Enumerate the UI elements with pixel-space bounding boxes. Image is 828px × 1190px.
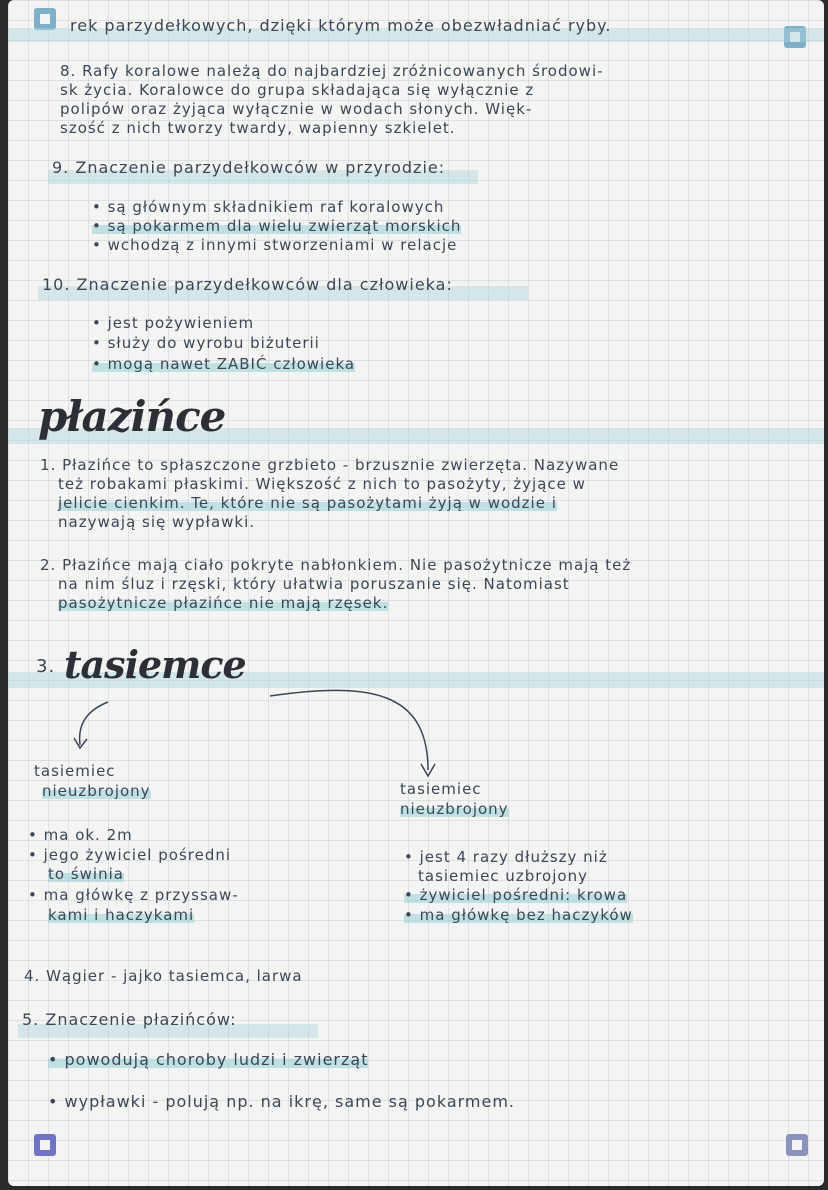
bullet-item: • są głównym składnikiem raf koralowych (92, 198, 445, 216)
bullet-item: • ma główkę z przyssaw- (28, 886, 239, 904)
text-line: szość z nich tworzy twardy, wapienny szkielet. (60, 119, 456, 137)
text-line: polipów oraz żyjąca wyłącznie w wodach słonych. Więk- (60, 100, 533, 118)
section-heading: 10. Znaczenie parzydełkowców dla człowieka: (42, 275, 453, 294)
section-heading: 5. Znaczenie płazińców: (22, 1010, 237, 1029)
text-line: 8. Rafy koralowe należą do najbardziej zróżnicowanych środowi- (60, 62, 604, 80)
text-line: pasożytnicze płazińce nie mają rzęsek. (58, 594, 389, 612)
column-title: nieuzbrojony (42, 782, 151, 800)
section-heading: 9. Znaczenie parzydełkowców w przyrodzie: (52, 158, 446, 177)
text-line: sk życia. Koralowce do grupa składająca się wyłącznie z (60, 81, 535, 99)
corner-decoration-icon (786, 1134, 808, 1156)
bullet-item: • wchodzą z innymi stworzeniami w relacje (92, 236, 458, 254)
bullet-item: • wypławki - polują np. na ikrę, same są pokarmem. (48, 1092, 516, 1111)
branch-arrows (8, 0, 824, 800)
bullet-item: to świnia (48, 865, 124, 883)
text-line: rek parzydełkowych, dzięki którym może obezwładniać ryby. (70, 16, 612, 35)
text-line: też robakami płaskimi. Większość z nich to pasożyty, żyjące w (58, 475, 586, 493)
corner-decoration-icon (34, 1134, 56, 1156)
bullet-item: • ma ok. 2m (28, 826, 133, 844)
text-line: 2. Płazińce mają ciało pokryte nabłonkiem. Nie pasożytnicze mają też (40, 556, 632, 574)
bullet-item: • żywiciel pośredni: krowa (404, 886, 628, 904)
bullet-item: • mogą nawet ZABIĆ człowieka (92, 355, 356, 373)
text-line: jelicie cienkim. Te, które nie są pasożytami żyją w wodzie i (58, 494, 557, 512)
text-line: na nim śluz i rzęski, który ułatwia poruszanie się. Natomiast (58, 575, 570, 593)
bullet-item: • jego żywiciel pośredni (28, 846, 232, 864)
text-line: 1. Płazińce to spłaszczone grzbieto - brzusznie zwierzęta. Nazywane (40, 456, 620, 474)
bullet-item: • służy do wyrobu biżuterii (92, 334, 320, 352)
bullet-item: • jest pożywieniem (92, 314, 255, 332)
text-line: 4. Wągier - jajko tasiemca, larwa (24, 967, 303, 985)
bullet-item: kami i haczykami (48, 906, 195, 924)
bullet-item: • powodują choroby ludzi i zwierząt (48, 1050, 369, 1069)
notebook-page (8, 0, 824, 1186)
column-title: tasiemiec (400, 780, 482, 798)
bullet-item: • są pokarmem dla wielu zwierząt morskich (92, 217, 462, 235)
text-line: nazywają się wypławki. (58, 513, 256, 531)
section-number: 3. (36, 656, 56, 677)
section-title: tasiemce (64, 642, 246, 687)
bullet-item: • jest 4 razy dłuższy niż (404, 848, 608, 866)
column-title: tasiemiec (34, 762, 116, 780)
bullet-item: • ma główkę bez haczyków (404, 906, 633, 924)
column-title: nieuzbrojony (400, 800, 509, 818)
page-title: płazińce (38, 392, 226, 441)
bullet-item: tasiemiec uzbrojony (418, 867, 588, 885)
